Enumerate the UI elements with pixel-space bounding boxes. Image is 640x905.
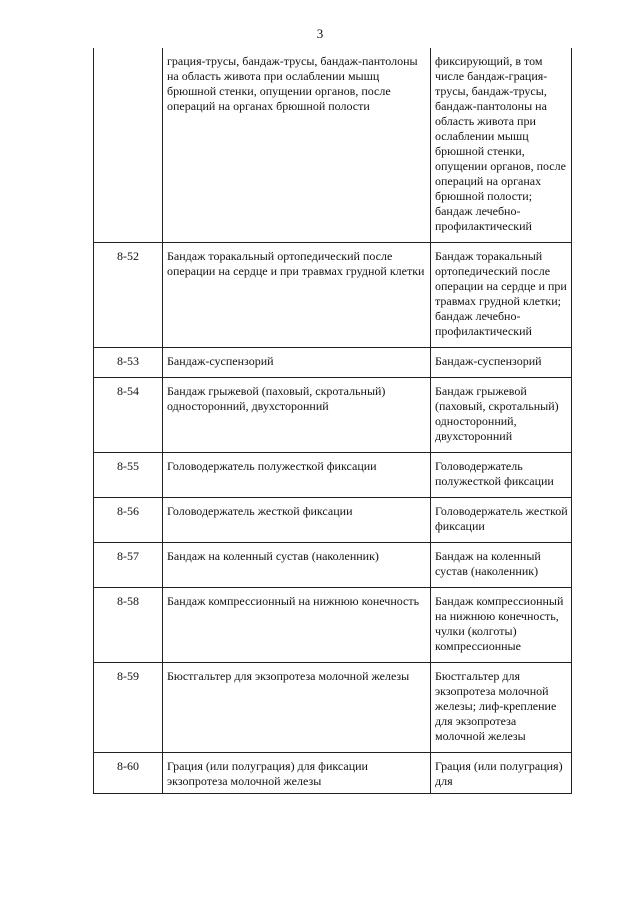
row-code: 8-55 (94, 453, 163, 498)
row-code: 8-60 (94, 753, 163, 794)
row-type: Бандаж-суспензорий (431, 348, 572, 378)
table-row (94, 543, 572, 588)
row-type: Головодержатель полужесткой фиксации (431, 453, 572, 498)
table-row (94, 48, 572, 243)
row-name: Головодержатель полужесткой фиксации (163, 453, 431, 498)
row-type: Бандаж на коленный сустав (наколенник) (431, 543, 572, 588)
row-code: 8-58 (94, 588, 163, 663)
row-name: грация-трусы, бандаж-трусы, бандаж-пантолоны на область живота при ослаблении мышц брюшной стенки, опущении органов, после операций на органах брюшной полости (163, 48, 431, 243)
row-name: Бандаж компрессионный на нижнюю конечность (163, 588, 431, 663)
table-row (94, 753, 572, 794)
row-type: фиксирующий, в том числе бандаж-грация-трусы, бандаж-трусы, бандаж-пантолоны на область живота при ослаблении мышц брюшной стенки, опущении органов, после операций на органах брюшной полости; бандаж лечебно-профилактический (431, 48, 572, 243)
row-type: Бандаж компрессионный на нижнюю конечность, чулки (колготы) компрессионные (431, 588, 572, 663)
row-name: Бандаж грыжевой (паховый, скротальный) односторонний, двухсторонний (163, 378, 431, 453)
row-code: 8-53 (94, 348, 163, 378)
table-row (94, 378, 572, 453)
row-type: Бандаж торакальный ортопедический после операции на сердце и при травмах грудной клетки; бандаж лечебно-профилактический (431, 243, 572, 348)
row-type: Головодержатель жесткой фиксации (431, 498, 572, 543)
table-row (94, 663, 572, 753)
row-type: Бюстгальтер для экзопротеза молочной железы; лиф-крепление для экзопротеза молочной железы (431, 663, 572, 753)
row-name: Бандаж торакальный ортопедический после операции на сердце и при травмах грудной клетки (163, 243, 431, 348)
row-name: Грация (или полуграция) для фиксации экзопротеза молочной железы (163, 753, 431, 794)
row-code: 8-59 (94, 663, 163, 753)
row-name: Бандаж-суспензорий (163, 348, 431, 378)
row-code (94, 48, 163, 243)
row-code: 8-54 (94, 378, 163, 453)
table-row (94, 453, 572, 498)
row-code: 8-56 (94, 498, 163, 543)
row-type: Бандаж грыжевой (паховый, скротальный) односторонний, двухсторонний (431, 378, 572, 453)
table-row (94, 348, 572, 378)
row-name: Головодержатель жесткой фиксации (163, 498, 431, 543)
page-number: 3 (316, 26, 324, 41)
row-type: Грация (или полуграция) для (431, 753, 572, 794)
row-name: Бандаж на коленный сустав (наколенник) (163, 543, 431, 588)
table-row (94, 588, 572, 663)
products-table (93, 48, 572, 794)
table-row (94, 243, 572, 348)
row-name: Бюстгальтер для экзопротеза молочной железы (163, 663, 431, 753)
table-row (94, 498, 572, 543)
row-code: 8-52 (94, 243, 163, 348)
row-code: 8-57 (94, 543, 163, 588)
